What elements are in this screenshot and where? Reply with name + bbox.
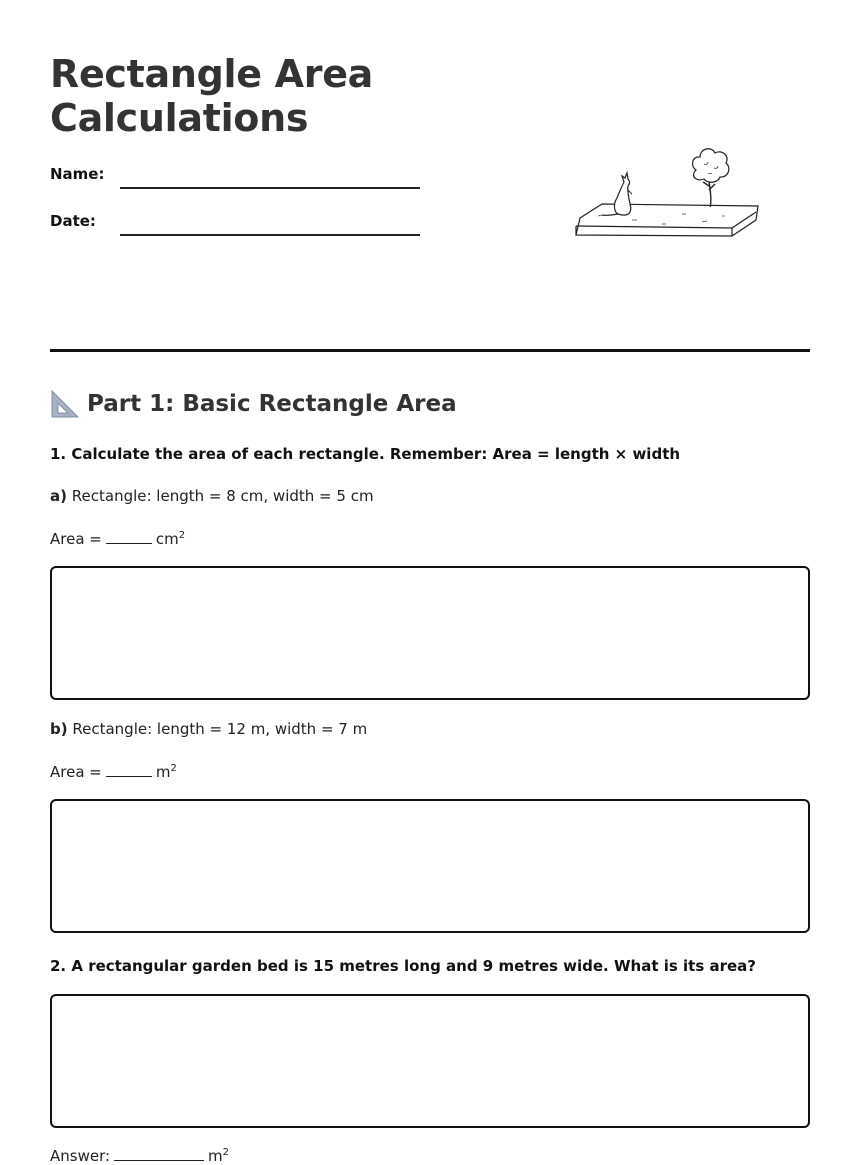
title-line-1: Rectangle Area	[50, 52, 374, 96]
question-1a-letter: a)	[50, 487, 67, 505]
date-label: Date:	[50, 212, 96, 230]
question-1b-area-blank[interactable]	[106, 762, 152, 777]
question-1a-answer-box[interactable]	[50, 566, 810, 700]
question-2-answer-line	[50, 1146, 229, 1165]
question-1b-area-prefix: Area =	[50, 763, 102, 781]
question-1b	[50, 720, 367, 738]
part-1-title: Part 1: Basic Rectangle Area	[87, 391, 457, 417]
question-1a-unit	[156, 530, 185, 548]
question-2-answer-blank[interactable]	[114, 1146, 204, 1161]
question-1-prompt: 1. Calculate the area of each rectangle. Remember: Area = length × width	[50, 445, 681, 463]
question-1b-answer-box[interactable]	[50, 799, 810, 933]
question-2-answer-prefix: Answer:	[50, 1147, 111, 1165]
kangaroo-tree-island-illustration	[572, 140, 762, 245]
question-1b-letter: b)	[50, 720, 68, 738]
question-2-prompt: 2. A rectangular garden bed is 15 metres long and 9 metres wide. What is its area?	[50, 957, 756, 975]
worksheet-page	[50, 0, 810, 1165]
question-2-answer-box[interactable]	[50, 994, 810, 1128]
question-1b-text: Rectangle: length = 12 m, width = 7 m	[72, 720, 368, 738]
question-1b-unit	[156, 763, 177, 781]
question-2-unit-sup: 2	[222, 1147, 230, 1158]
question-1a-unit-sup: 2	[178, 530, 186, 541]
page-title	[50, 52, 373, 140]
date-field[interactable]	[120, 234, 420, 236]
question-2-unit	[208, 1147, 229, 1165]
header-divider	[50, 349, 810, 352]
question-1a	[50, 487, 374, 505]
question-1a-text: Rectangle: length = 8 cm, width = 5 cm	[71, 487, 374, 505]
question-1a-unit-base: cm	[155, 530, 179, 548]
question-2-unit-base: m	[208, 1147, 223, 1165]
name-field[interactable]	[120, 187, 420, 189]
question-1b-unit-sup: 2	[170, 763, 177, 774]
question-1a-area-prefix: Area =	[50, 530, 102, 548]
question-1a-area-blank[interactable]	[106, 529, 152, 544]
question-1a-area-line	[50, 529, 185, 548]
part-1-heading	[50, 388, 457, 420]
set-square-icon	[50, 389, 80, 419]
question-1b-unit-base: m	[155, 763, 171, 781]
question-1b-area-line	[50, 762, 177, 781]
name-label: Name:	[50, 165, 105, 183]
title-line-2: Calculations	[50, 96, 309, 140]
